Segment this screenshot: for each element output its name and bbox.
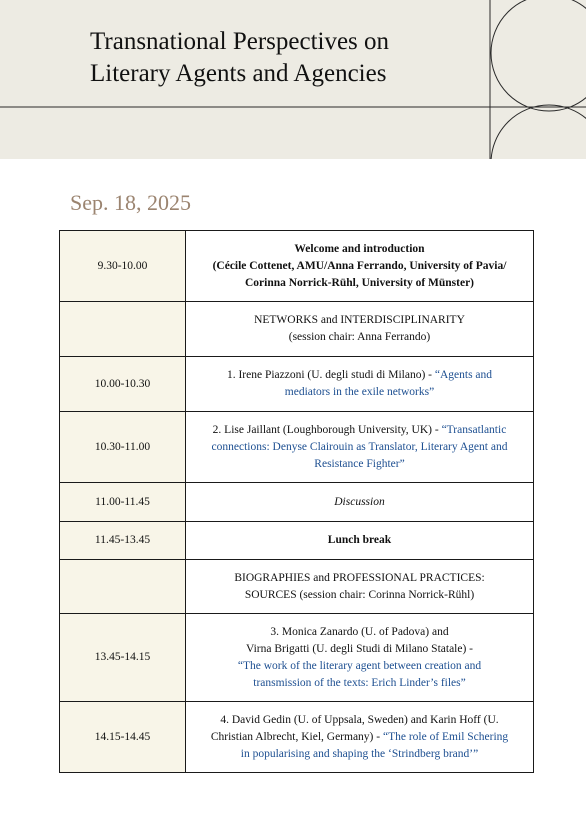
table-row xyxy=(60,302,534,357)
time-cell: 11.00-11.45 xyxy=(60,483,186,522)
session-chair: (session chair: Anna Ferrando) xyxy=(288,331,431,343)
speaker: 3. Monica Zanardo (U. of Padova) and xyxy=(270,625,449,638)
speaker: Christian Albrecht, Kiel, Germany) - xyxy=(210,730,383,743)
header-banner xyxy=(0,0,586,159)
table-row xyxy=(60,357,534,412)
schedule-table xyxy=(59,230,534,773)
talk-title: “Transatlantic xyxy=(441,423,507,436)
time-cell: 13.45-14.15 xyxy=(60,614,186,702)
session-title: Welcome and introduction xyxy=(294,242,425,255)
session-header-cell xyxy=(186,302,534,357)
time-cell: 14.15-14.45 xyxy=(60,702,186,773)
talk-title: “The work of the literary agent between creation and xyxy=(237,659,482,672)
talk-title: “Agents and xyxy=(434,369,493,381)
table-row xyxy=(60,412,534,483)
session-heading: BIOGRAPHIES and PROFESSIONAL PRACTICES: xyxy=(234,571,485,584)
event-date: Sep. 18, 2025 xyxy=(70,190,191,215)
time-cell xyxy=(60,302,186,357)
talk-title: in popularising and shaping the ‘Strindberg brand’” xyxy=(240,747,479,760)
lunch-cell: Lunch break xyxy=(186,522,534,560)
talk-title: “The role of Emil Schering xyxy=(382,730,509,743)
session-chair: SOURCES (session chair: Corinna Norrick-Rühl) xyxy=(244,588,475,601)
time-cell: 9.30-10.00 xyxy=(60,231,186,302)
session-detail: (Cécile Cottenet, AMU/Anna Ferrando, University of Pavia/ xyxy=(212,259,507,272)
session-heading: NETWORKS and INTERDISCIPLINARITY xyxy=(254,314,465,326)
talk-cell xyxy=(186,702,534,773)
table-row xyxy=(60,231,534,302)
time-cell: 10.00-10.30 xyxy=(60,357,186,412)
page-title xyxy=(90,26,389,90)
time-cell xyxy=(60,560,186,614)
talk-title: connections: Denyse Clairouin as Translator, Literary Agent and xyxy=(211,440,508,453)
talk-title: Resistance Fighter” xyxy=(314,457,405,470)
talk-cell xyxy=(186,614,534,702)
title-line-2: Literary Agents and Agencies xyxy=(90,60,387,87)
time-cell: 11.45-13.45 xyxy=(60,522,186,560)
speaker: 2. Lise Jaillant (Loughborough University, UK) - xyxy=(212,423,442,436)
session-cell xyxy=(186,231,534,302)
table-row xyxy=(60,560,534,614)
speaker: Virna Brigatti (U. degli Studi di Milano Statale) - xyxy=(245,642,474,655)
speaker: 1. Irene Piazzoni (U. degli studi di Milano) - xyxy=(226,369,435,381)
talk-title: transmission of the texts: Erich Linder’s files” xyxy=(253,676,466,689)
discussion-cell: Discussion xyxy=(186,483,534,522)
speaker: 4. David Gedin (U. of Uppsala, Sweden) and Karin Hoff (U. xyxy=(220,713,499,726)
talk-title: mediators in the exile networks” xyxy=(284,386,435,398)
time-cell: 10.30-11.00 xyxy=(60,412,186,483)
session-header-cell xyxy=(186,560,534,614)
session-detail: Corinna Norrick-Rühl, University of Münster) xyxy=(244,276,475,289)
table-row xyxy=(60,614,534,702)
table-row xyxy=(60,702,534,773)
title-line-1: Transnational Perspectives on xyxy=(90,28,390,55)
talk-cell xyxy=(186,412,534,483)
talk-cell xyxy=(186,357,534,412)
table-row xyxy=(60,483,534,522)
table-row xyxy=(60,522,534,560)
